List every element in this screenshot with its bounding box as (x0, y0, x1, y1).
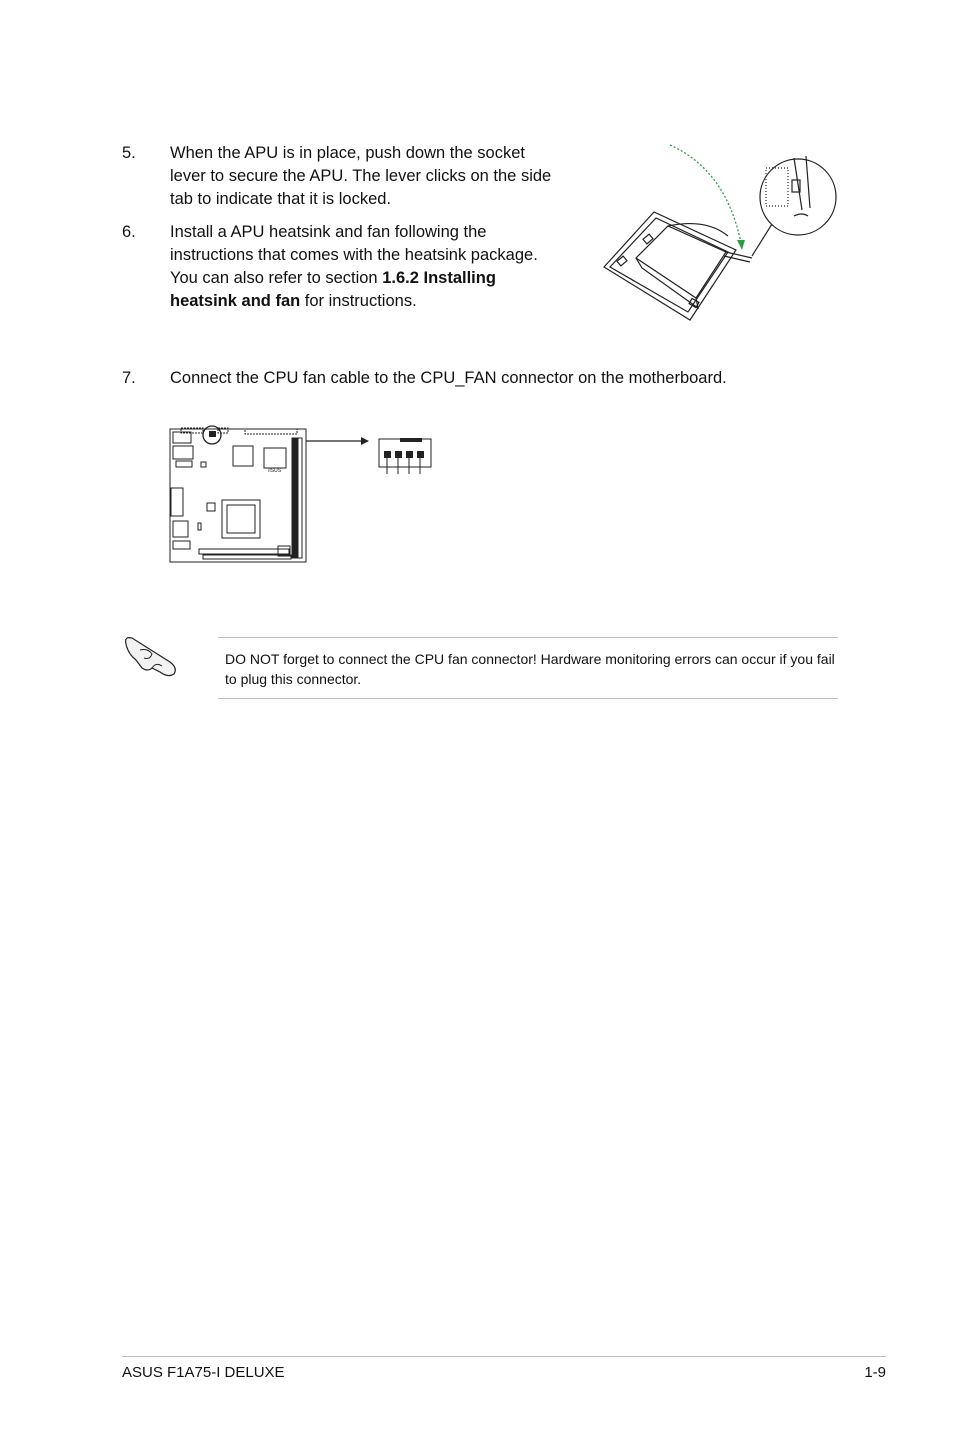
note-box (218, 637, 838, 699)
step-6-line-4 (170, 290, 538, 313)
motion-arrowhead (737, 240, 745, 250)
step-6-line-3 (170, 267, 538, 290)
step-6-line-2: instructions that comes with the heatsink package. (170, 246, 538, 264)
cpu-socket (604, 212, 736, 320)
socket-lever (724, 252, 752, 262)
socket-lever-illustration (596, 140, 846, 340)
lever-detail-magnifier (752, 156, 836, 256)
motion-arrow (670, 145, 741, 243)
section-reference: heatsink and fan (170, 292, 301, 310)
step-6-line-1: Install a APU heatsink and fan following the (170, 223, 487, 241)
motherboard-outline (170, 428, 306, 562)
step-text: Connect the CPU fan cable to the CPU_FAN connector on the motherboard. (170, 369, 727, 387)
section-reference: 1.6.2 Installing (382, 269, 496, 287)
step-number: 6. (122, 223, 136, 241)
step-number: 7. (122, 369, 136, 387)
cpu-fan-connector-detail (379, 438, 431, 474)
text-run: for instructions. (300, 292, 417, 310)
footer-rule (122, 1356, 886, 1357)
page-number: 1-9 (864, 1364, 886, 1381)
cpu-fan-header-mark (209, 431, 216, 437)
callout-arrowhead (361, 437, 369, 445)
text-run: You can also refer to section (170, 269, 383, 287)
step-number: 5. (122, 144, 136, 162)
step-text (170, 221, 538, 313)
footer-title: ASUS F1A75-I DELUXE (122, 1364, 285, 1381)
step-5-line-2: lever to secure the APU. The lever clicks on the side (170, 167, 552, 185)
step-5-line-1: When the APU is in place, push down the socket (170, 144, 525, 162)
step-5-line-3: tab to indicate that it is locked. (170, 190, 392, 208)
step-text (170, 142, 551, 211)
note-text: DO NOT forget to connect the CPU fan connector! Hardware monitoring errors can occur if you fail to plug this connector. (225, 651, 835, 687)
motherboard-diagram (165, 424, 440, 569)
asus-logo: /ISUS (268, 468, 282, 474)
note-hand-icon (122, 632, 180, 678)
